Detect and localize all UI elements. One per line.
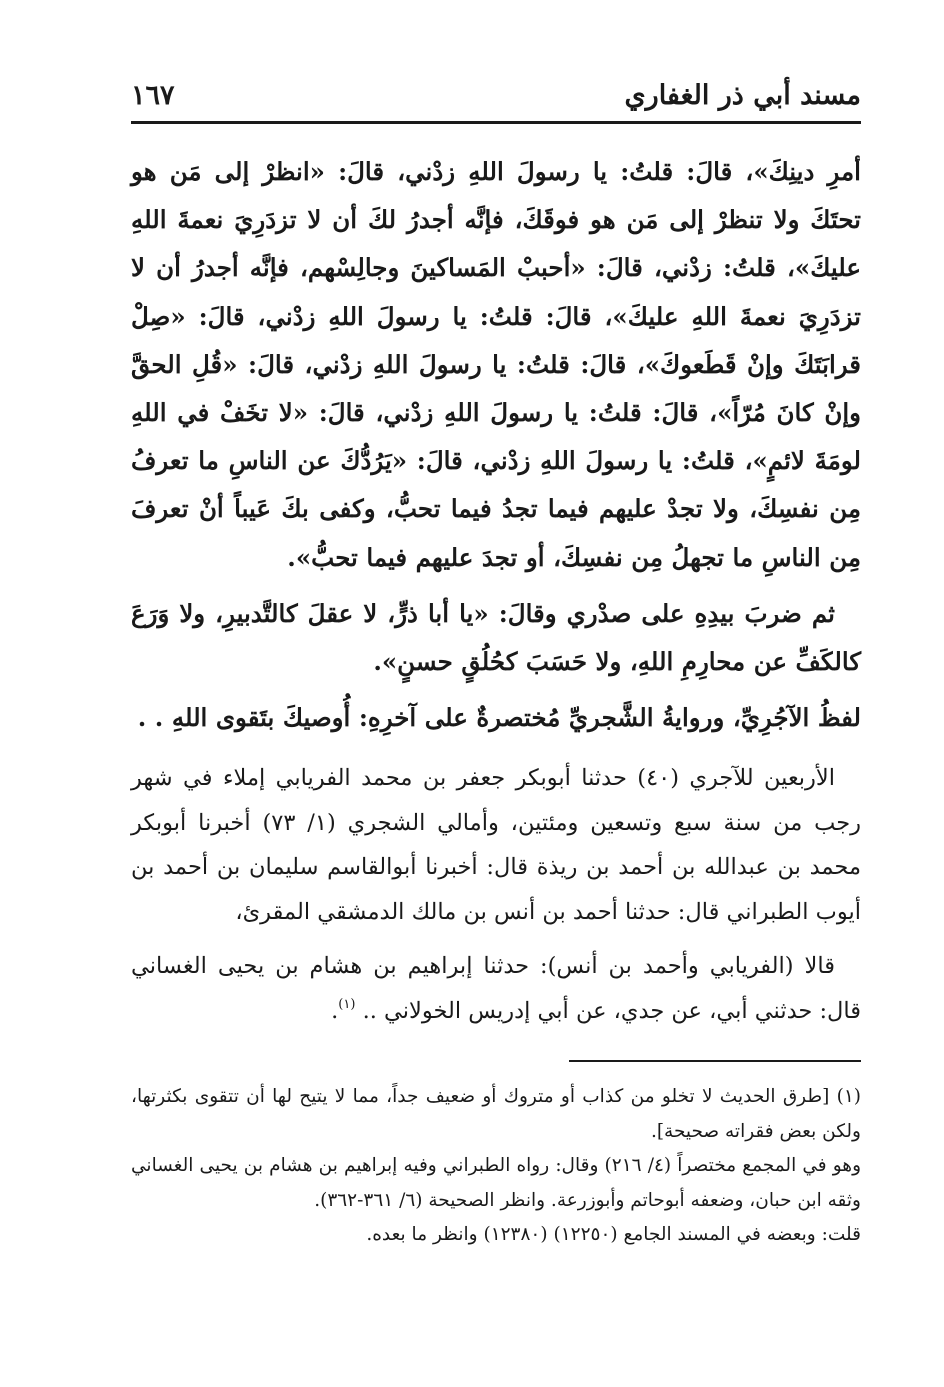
source-chain-paragraph xyxy=(131,756,861,934)
page-number: ١٦٧ xyxy=(131,80,175,111)
wording-note-paragraph: لفظُ الآجُرِيِّ، وروايةُ الشَّجريِّ مُختصرةٌ على آخرِهِ: أُوصيكَ بتَقوى اللهِ . . xyxy=(137,703,861,733)
footnote-1: (١) [طرق الحديث لا تخلو من كذاب أو متروك أو ضعيف جداً، مما لا يتيح لها أن تتقوى بكثرتها، ولكن بعض فقراته صحيحة]. xyxy=(131,1086,861,1142)
footnote-separator xyxy=(569,1060,861,1062)
narrators-end: . xyxy=(331,997,339,1024)
header-rule xyxy=(131,121,861,124)
footnotes xyxy=(131,1080,861,1253)
narrators-text: قالا (الفريابي وأحمد بن أنس): حدثنا إبراهيم بن هشام بن يحيى الغساني قال: حدثني أبي، عن جدي، عن أبي إدريس الخولاني .. xyxy=(131,953,861,1024)
footnote-1-continuation: وهو في المجمع مختصراً (٤/ ٢١٦) وقال: رواه الطبراني وفيه إبراهيم بن هشام بن يحيى الغساني وثقه ابن حبان، وضعفه أبوحاتم وأبوزرعة. وانظر الصحيحة (٦/ ٣٦١-٣٦٢). xyxy=(131,1155,862,1211)
hadith-paragraph: أمرِ دينِكَ»، قالَ: قلتُ: يا رسولَ اللهِ زدْني، قالَ: «انظرْ إلى مَن هو تحتَكَ ولا تنظرْ إلى مَن هو فوقَكَ، فإنَّه أجدرُ لكَ أن لا تزدَرِيَ نعمةَ اللهِ عليكَ»، قلتُ: زدْني، قالَ: «أحببْ المَساكينَ وجالِسْهم، فإنَّه أجدرُ أن لا تزدَرِيَ نعمةَ اللهِ عليكَ»، قالَ: قلتُ: يا رسولَ اللهِ زدْني، قالَ: «صِلْ قرابَتَكَ وإنْ قَطَعوكَ»، قالَ: قلتُ: يا رسولَ اللهِ زدْني، قالَ: «قُلِ الحقَّ وإنْ كانَ مُرّاً»، قالَ: قلتُ: يا رسولَ اللهِ زدْني، قالَ: «لا تخَفْ في اللهِ لومَةَ لائمٍ»، قلتُ: يا رسولَ اللهِ زدْني، قالَ: «يَرُدُّكَ عن الناسِ ما تعرفُ مِن نفسِكَ، ولا تجدْ عليهم فيما تجدُ فيما تحبُّ، وكفى بكَ عَيباً أنْ تعرفَ مِن الناسِ ما تجهلُ مِن نفسِكَ، أو تجدَ عليهم فيما تحبُّ». xyxy=(131,157,861,572)
main-text xyxy=(131,148,861,1033)
source-chain-text: الأربعين للآجري (٤٠) حدثنا أبوبكر جعفر بن محمد الفريابي إملاء في شهر رجب من سنة سبع وتسعين ومئتين، وأمالي الشجري (١/ ٧٣) أخبرنا أبوبكر محمد بن عبدالله بن أحمد بن ريذة قال: أخبرنا أبوالقاسم سليمان بن أحمد بن أيوب الطبراني قال: حدثنا أحمد بن أنس بن مالك الدمشقي المقرئ، xyxy=(131,765,862,925)
footnote-reference[interactable]: (١) xyxy=(338,996,356,1012)
narrators-paragraph xyxy=(131,944,861,1033)
book-title: مسند أبي ذر الغفاري xyxy=(624,80,861,111)
footnote-1-note: قلت: وبعضه في المسند الجامع (١٢٢٥٠) (١٢٣٨٠) وانظر ما بعده. xyxy=(366,1224,861,1245)
running-header xyxy=(131,76,861,120)
hadith-continuation-paragraph: ثم ضربَ بيدِهِ على صدْري وقالَ: «يا أبا ذرٍّ، لا عقلَ كالتَّدبيرِ، ولا وَرَعَ كالكَفِّ عن محارِمِ اللهِ، ولا حَسَبَ كحُلُقٍ حسنٍ». xyxy=(131,598,861,677)
